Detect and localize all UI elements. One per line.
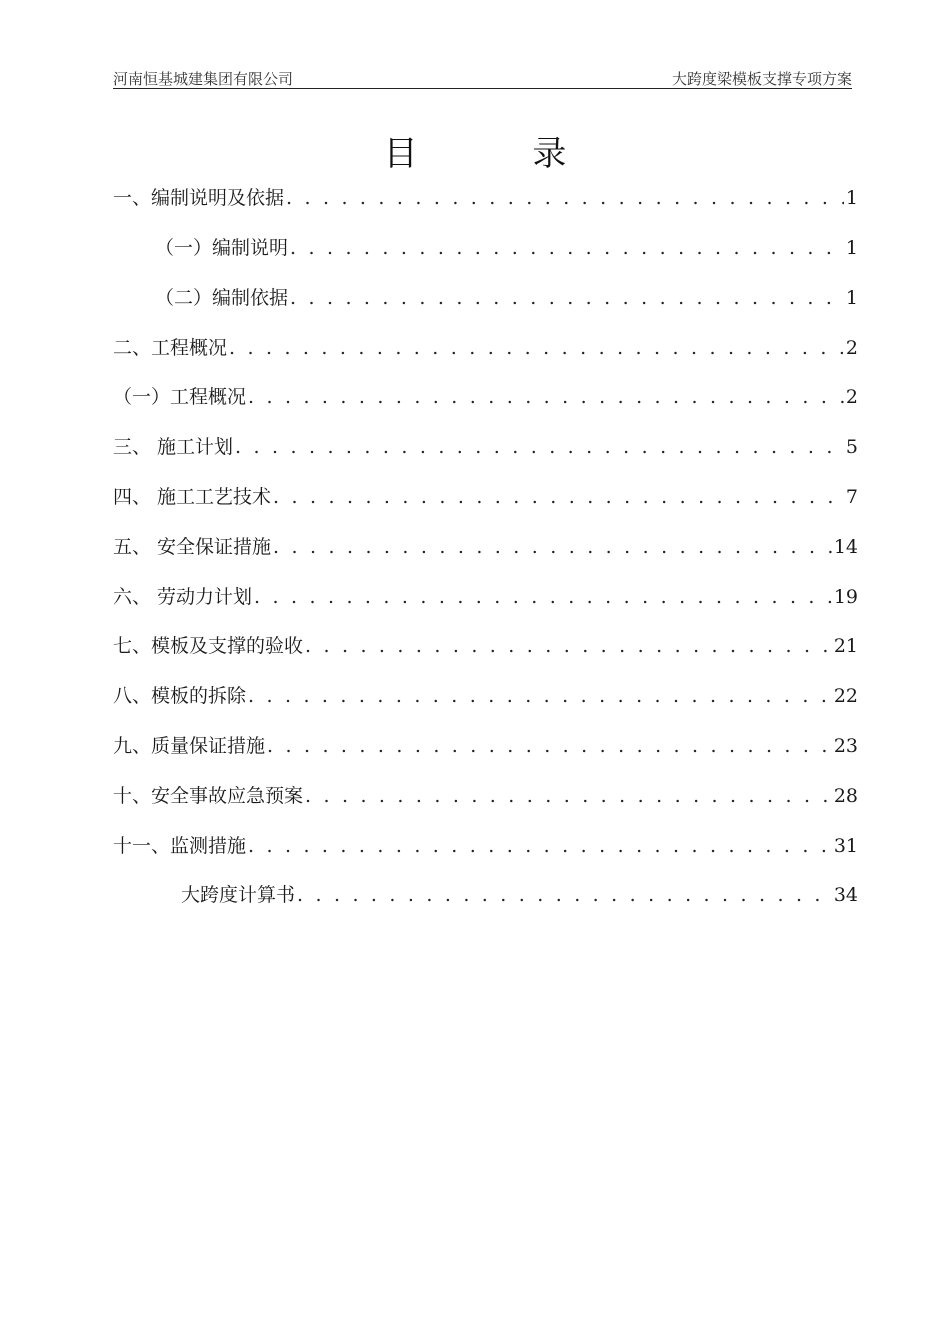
toc-leader-dots bbox=[290, 284, 844, 312]
toc-entry-page: 23 bbox=[833, 735, 858, 757]
toc-title: 目 录 bbox=[383, 134, 619, 174]
toc-entry-page: 22 bbox=[833, 685, 858, 707]
toc-leader-dots bbox=[248, 832, 832, 860]
toc-entry[interactable] bbox=[113, 583, 858, 611]
toc-leader-dots bbox=[290, 234, 844, 262]
toc-leader-dots bbox=[305, 782, 832, 810]
toc-entry[interactable] bbox=[113, 732, 858, 760]
toc-leader-dots bbox=[254, 583, 832, 611]
toc-entry[interactable] bbox=[113, 782, 858, 810]
toc-entry[interactable] bbox=[113, 632, 858, 660]
toc-entry[interactable] bbox=[113, 334, 858, 362]
toc-entry-page: 1 bbox=[845, 237, 858, 259]
toc-entry-page: 1 bbox=[845, 287, 858, 309]
toc-entry[interactable] bbox=[113, 832, 858, 860]
toc-entry[interactable] bbox=[113, 682, 858, 710]
toc-entry-label: 大跨度计算书 bbox=[181, 884, 296, 906]
toc-entry-page: 14 bbox=[833, 536, 858, 558]
toc-entry-label: 三、 施工计划 bbox=[113, 436, 234, 458]
toc-entry-page: 7 bbox=[845, 486, 858, 508]
toc-entry-page: 28 bbox=[833, 785, 858, 807]
header-company: 河南恒基城建集团有限公司 bbox=[113, 70, 294, 88]
toc-entry-label: 十、安全事故应急预案 bbox=[113, 785, 304, 807]
toc-leader-dots bbox=[248, 383, 844, 411]
toc-entry-label: （二）编制依据 bbox=[155, 287, 289, 309]
toc-entry-label: 二、工程概况 bbox=[113, 337, 228, 359]
toc-entry[interactable] bbox=[113, 433, 858, 461]
toc-leader-dots bbox=[273, 533, 832, 561]
toc-entry-label: 五、 安全保证措施 bbox=[113, 536, 272, 558]
toc-leader-dots bbox=[248, 682, 832, 710]
toc-entry[interactable] bbox=[155, 234, 858, 262]
toc-entry[interactable] bbox=[181, 881, 858, 909]
toc-entry-page: 31 bbox=[833, 835, 858, 857]
toc-entry-label: 九、质量保证措施 bbox=[113, 735, 266, 757]
toc-entry[interactable] bbox=[155, 284, 858, 312]
toc-entry-page: 2 bbox=[845, 386, 858, 408]
toc-entry-label: 一、编制说明及依据 bbox=[113, 187, 285, 209]
toc-entry-label: 四、 施工工艺技术 bbox=[113, 486, 272, 508]
toc-leader-dots bbox=[273, 483, 844, 511]
toc-entry-page: 19 bbox=[833, 586, 858, 608]
toc-leader-dots bbox=[286, 184, 844, 212]
toc-entry[interactable] bbox=[113, 483, 858, 511]
toc-leader-dots bbox=[229, 334, 844, 362]
toc-leader-dots bbox=[297, 881, 832, 909]
toc-entry[interactable] bbox=[113, 184, 858, 212]
toc-entry-label: 六、 劳动力计划 bbox=[113, 586, 253, 608]
toc-entry-label: 八、模板的拆除 bbox=[113, 685, 247, 707]
toc-entry[interactable] bbox=[113, 533, 858, 561]
toc-entry-label: 十一、监测措施 bbox=[113, 835, 247, 857]
toc-leader-dots bbox=[305, 632, 832, 660]
toc-entry-page: 2 bbox=[845, 337, 858, 359]
page-header bbox=[113, 66, 852, 89]
toc-entry-page: 1 bbox=[845, 187, 858, 209]
toc-entry-page: 21 bbox=[833, 635, 858, 657]
toc-entry[interactable] bbox=[113, 383, 858, 411]
toc-entry-label: （一）工程概况 bbox=[113, 386, 247, 408]
header-doc-title: 大跨度梁模板支撑专项方案 bbox=[671, 70, 852, 88]
toc-entry-label: （一）编制说明 bbox=[155, 237, 289, 259]
toc-leader-dots bbox=[267, 732, 832, 760]
toc-leader-dots bbox=[235, 433, 844, 461]
toc-entry-label: 七、模板及支撑的验收 bbox=[113, 635, 304, 657]
toc-entry-page: 5 bbox=[845, 436, 858, 458]
toc-entry-page: 34 bbox=[833, 884, 858, 906]
